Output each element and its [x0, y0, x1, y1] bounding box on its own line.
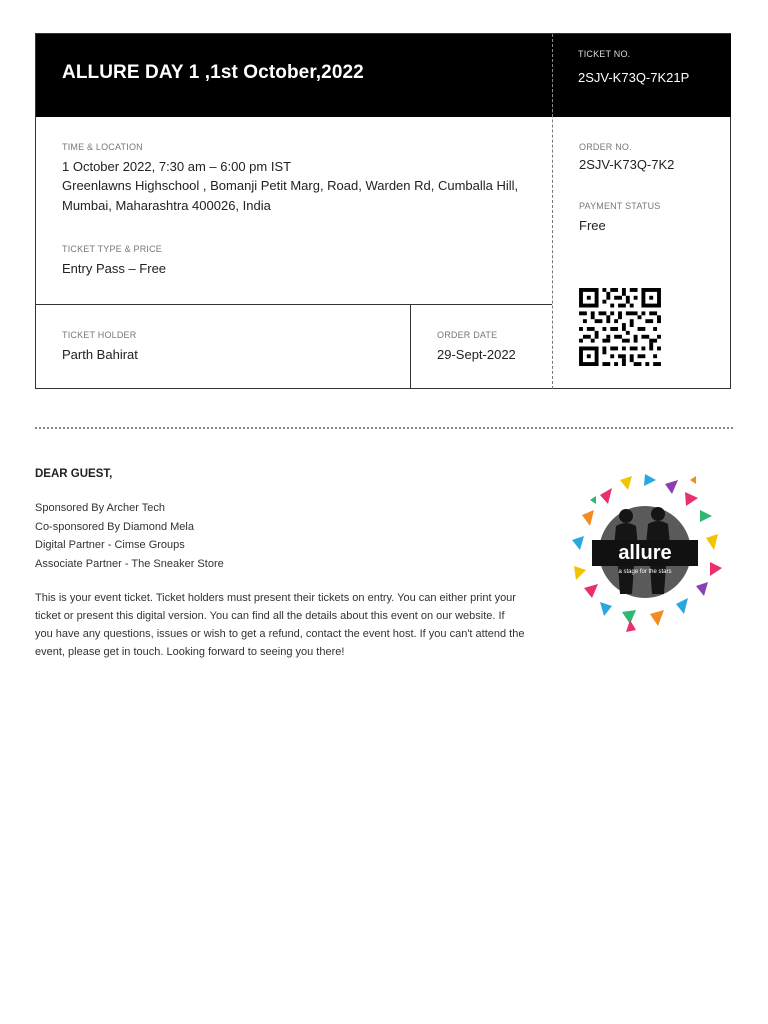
sponsor-line: Associate Partner - The Sneaker Store	[35, 557, 224, 570]
qr-finder-top-right	[641, 288, 661, 308]
ticket-header	[36, 34, 552, 117]
sponsor-list	[35, 499, 224, 573]
ticket-holder-value: Parth Bahirat	[62, 347, 138, 362]
logo-tagline: a stage for the stars	[618, 569, 672, 575]
ticket-number-panel	[552, 34, 731, 117]
header-divider	[552, 34, 553, 117]
allure-logo	[560, 470, 730, 635]
tear-line	[35, 427, 733, 429]
qr-finder-bottom-left	[579, 347, 599, 367]
event-location: Greenlawns Highschool , Bomanji Petit Marg, Road, Warden Rd, Cumballa Hill, Mumbai, Maharashtra 400026, India	[62, 178, 519, 213]
event-ticket	[35, 33, 731, 389]
order-date-label: ORDER DATE	[437, 330, 498, 340]
order-no-value: 2SJV-K73Q-7K2	[579, 157, 675, 172]
greeting: DEAR GUEST,	[35, 468, 113, 480]
payment-status-label: PAYMENT STATUS	[579, 201, 661, 211]
ticket-type-value: Entry Pass – Free	[62, 261, 167, 276]
event-datetime: 1 October 2022, 7:30 am – 6:00 pm IST	[62, 159, 292, 174]
order-no-label: ORDER NO.	[579, 142, 632, 152]
order-date-value: 29-Sept-2022	[437, 347, 516, 362]
ticket-description: This is your event ticket. Ticket holders must present their tickets on entry. You can either print your ticket or present this digital version. You can find all the details about this event on our website. If you have any questions, issues or wish to get a refund, contact the event host. If you can't attend the event, please get in touch. Looking forward to seeing you there!	[35, 592, 525, 658]
ticket-type-label: TICKET TYPE & PRICE	[62, 244, 162, 254]
logo-wordmark: allure	[618, 542, 672, 564]
ticket-no-label: TICKET NO.	[578, 49, 631, 59]
qr-finder-top-left	[579, 288, 599, 308]
ticket-no-value: 2SJV-K73Q-7K21P	[578, 70, 690, 85]
ticket-holder-label: TICKET HOLDER	[62, 330, 137, 340]
sponsor-line: Co-sponsored By Diamond Mela	[35, 520, 194, 533]
time-location-label: TIME & LOCATION	[62, 142, 143, 152]
qr-code	[579, 288, 661, 366]
event-title: ALLURE DAY 1 ,1st October,2022	[62, 62, 364, 83]
payment-status-value: Free	[579, 218, 606, 233]
sponsor-line: Sponsored By Archer Tech	[35, 502, 166, 514]
holder-row-divider	[36, 304, 552, 305]
sponsor-line: Digital Partner - Cimse Groups	[35, 539, 185, 551]
holder-column-divider	[410, 304, 411, 389]
